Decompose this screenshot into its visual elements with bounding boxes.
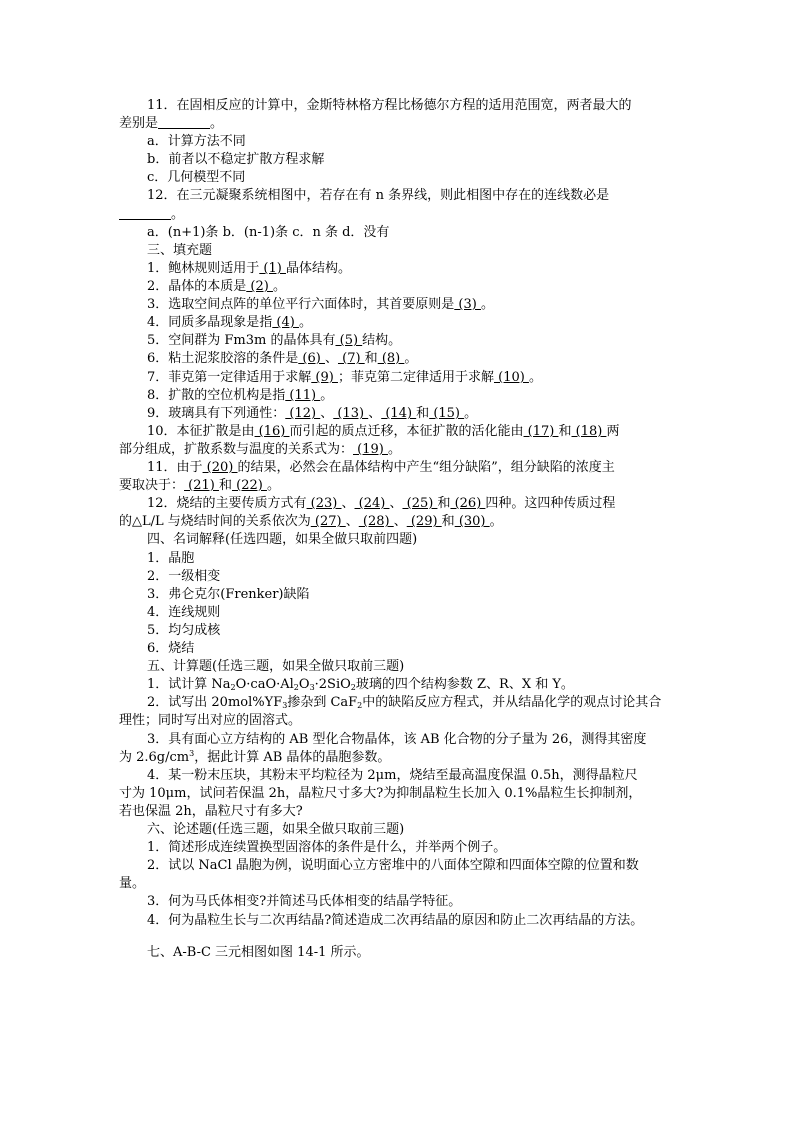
text-line: 5．均匀成核 <box>147 623 221 638</box>
text-line: 11．由于 (20) 的结果，必然会在晶体结构中产生“组分缺陷”，组分缺陷的浓度主 <box>147 460 615 475</box>
text-line: 。 <box>171 207 185 222</box>
text-line: 六、论述题(任选三题，如果全做只取前三题) <box>147 822 405 837</box>
text-line: 4．某一粉末压块，其粉末平均粒径为 2μm，烧结至最高温度保温 0.5h，测得晶粒尺 <box>147 768 638 783</box>
text-line: 三、填充题 <box>147 243 213 258</box>
text-line: c．几何模型不同 <box>147 170 246 185</box>
text-line: 4．连线规则 <box>147 605 221 620</box>
text-line: 若也保温 2h，晶粒尺寸有多大? <box>119 804 303 819</box>
text-line: 1．简述形成连续置换型固溶体的条件是什么，并举两个例子。 <box>147 840 507 855</box>
text-line: 2．晶体的本质是 (2) 。 <box>147 279 286 294</box>
text-line: 4．何为晶粒生长与二次再结晶?简述造成二次再结晶的原因和防止二次再结晶的方法。 <box>147 913 644 928</box>
text-line: 量。 <box>119 876 146 891</box>
text-line: 8．扩散的空位机构是指 (11) 。 <box>147 388 334 403</box>
text-line: 1．鲍林规则适用于 (1) 晶体结构。 <box>147 261 351 276</box>
text-line: 1．试计算 $Na_2O\cdot caO\cdot Al_2O_3\cdot 2SiO_2$玻璃的四个结构参数 Z、R、X 和 Y。 <box>147 677 574 692</box>
text-line: 要取决于： (21) 和 (22) 。 <box>119 478 280 493</box>
text-line: 四、名词解释(任选四题，如果全做只取前四题) <box>147 532 418 547</box>
text-line: 3．具有面心立方结构的 AB 型化合物晶体，该 AB 化合物的分子量为 26，测得其密度 <box>147 732 647 747</box>
text-line: 七、A-B-C 三元相图如图 14-1 所示。 <box>147 945 370 960</box>
text-line: 6．烧结 <box>147 641 195 656</box>
text-line: 2．一级相变 <box>147 569 221 584</box>
text-line: a．计算方法不同 <box>147 134 246 149</box>
text-line: 理性；同时写出对应的固溶式。 <box>119 713 302 728</box>
text-line: 5．空间群为 Fm3m 的晶体具有 (5) 结构。 <box>147 333 402 348</box>
text-line: 3．选取空间点阵的单位平行六面体时，其首要原则是 (3) 。 <box>147 297 494 312</box>
text-line: 1．晶胞 <box>147 551 195 566</box>
text-line: 4．同质多晶现象是指 (4) 。 <box>147 315 312 330</box>
text-line: 7．菲克第一定律适用于求解 (9) ；菲克第二定律适用于求解 (10) 。 <box>147 370 542 385</box>
text-line: 五、计算题(任选三题，如果全做只取前三题) <box>147 659 405 674</box>
text-line: 为 $2.6g/cm^3$，据此计算 AB 晶体的晶胞参数。 <box>119 749 391 765</box>
text-line: a．(n+1)条 b．(n-1)条 c．n 条 d．没有 <box>147 225 390 240</box>
text-line: 的△L/L 与烧结时间的关系依次为 (27) 、 (28) 、 (29) 和 (30) 。 <box>119 514 503 529</box>
text-line: 差别是 。 <box>119 116 224 131</box>
text-line: 10．本征扩散是由 (16) 而引起的质点迁移，本征扩散的活化能由 (17) 和 (18) 两 <box>147 424 620 439</box>
text-line: 部分组成，扩散系数与温度的关系式为： (19) 。 <box>119 442 401 457</box>
text-line: 3．何为马氏体相变?并简述马氏体相变的结晶学特征。 <box>147 894 462 909</box>
text-line: 12．在三元凝聚系统相图中，若存在有 n 条界线，则此相图中存在的连线数必是 <box>147 188 610 203</box>
text-line: b．前者以不稳定扩散方程求解 <box>147 152 325 167</box>
text-line: 2．试以 NaCl 晶胞为例，说明面心立方密堆中的八面体空隙和四面体空隙的位置和数 <box>147 858 639 873</box>
text-line: 寸为 10μm，试问若保温 2h，晶粒尺寸多大?为抑制晶粒生长加入 0.1%晶粒生长抑制剂， <box>119 786 642 801</box>
text-line: 9．玻璃具有下列通性： (12) 、 (13) 、 (14) 和 (15) 。 <box>147 406 478 421</box>
text-line: 11．在固相反应的计算中，金斯特林格方程比杨德尔方程的适用范围宽，两者最大的 <box>147 98 632 113</box>
text-line: 2．试写出 $20mol\%YF_3$掺杂到 CaF$_2$中的缺陷反应方程式，并从结晶化学的观点讨论其合 <box>147 695 662 710</box>
text-line: 6．粘土泥浆胶溶的条件是 (6) 、 (7) 和 (8) 。 <box>147 351 418 366</box>
text-line: 12．烧结的主要传质方式有 (23) 、 (24) 、 (25) 和 (26) 四种。这四种传质过程 <box>147 496 616 511</box>
text-line: 3．弗仑克尔(Frenker)缺陷 <box>147 587 310 602</box>
